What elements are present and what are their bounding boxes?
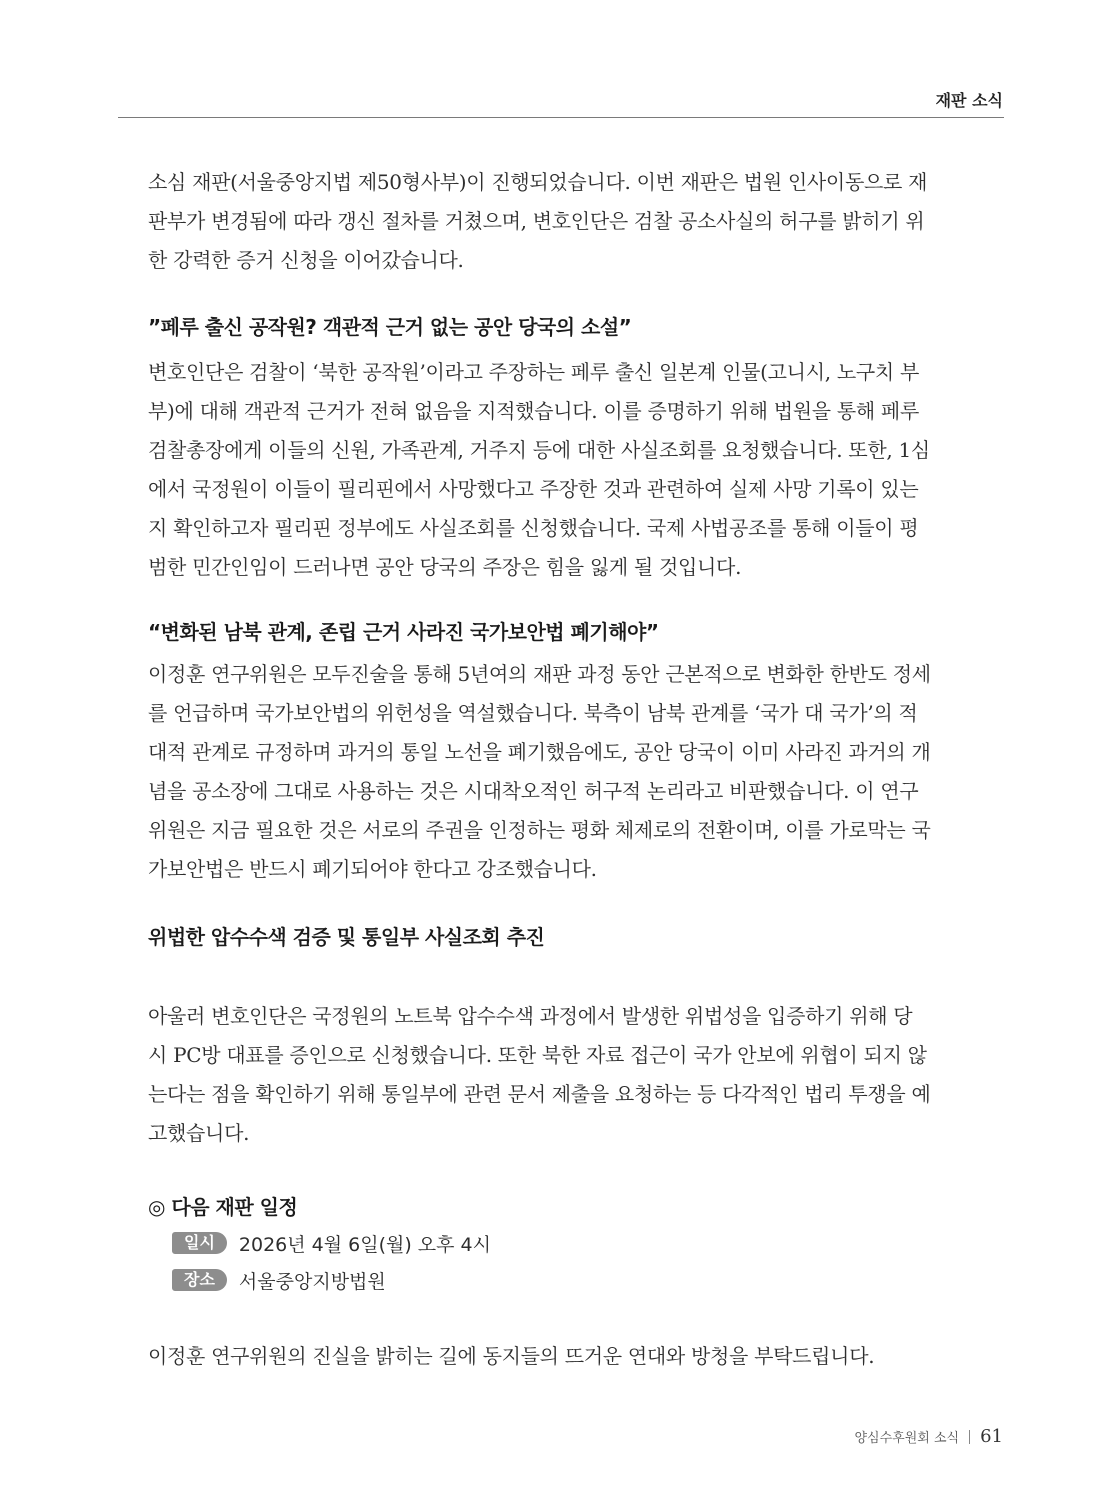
section3-paragraph bbox=[148, 997, 976, 1153]
section3-line: 아울러 변호인단은 국정원의 노트북 압수수색 과정에서 발생한 위법성을 입증하기 위해 당 bbox=[148, 1004, 913, 1028]
schedule-place-row bbox=[172, 1266, 386, 1294]
section3-line: 시 PC방 대표를 증인으로 신청했습니다. 또한 북한 자료 접근이 국가 안보에 위협이 되지 않 bbox=[148, 1043, 927, 1067]
page-number: 61 bbox=[980, 1426, 1003, 1447]
section2-line: 이정훈 연구위원은 모두진술을 통해 5년여의 재판 과정 동안 근본적으로 변화한 한반도 정세 bbox=[148, 662, 931, 686]
closing-paragraph bbox=[148, 1337, 976, 1376]
footer-divider bbox=[969, 1430, 970, 1444]
schedule-date-row bbox=[172, 1229, 491, 1257]
date-badge: 일시 bbox=[172, 1232, 227, 1254]
date-value: 2026년 4월 6일(월) 오후 4시 bbox=[238, 1233, 492, 1256]
section2-heading: “변화된 남북 관계, 존립 근거 사라진 국가보안법 폐기해야” bbox=[148, 620, 659, 644]
schedule-heading: ◎ 다음 재판 일정 bbox=[148, 1195, 298, 1219]
section1-line: 지 확인하고자 필리핀 정부에도 사실조회를 신청했습니다. 국제 사법공조를 통해 이들이 평 bbox=[148, 516, 919, 540]
section2-line: 위원은 지금 필요한 것은 서로의 주권을 인정하는 평화 체제로의 전환이며, 이를 가로막는 국 bbox=[148, 818, 931, 842]
section3-line: 고했습니다. bbox=[148, 1121, 250, 1145]
publication-name: 양심수후원회 소식 bbox=[854, 1431, 960, 1446]
section3-line: 는다는 점을 확인하기 위해 통일부에 관련 문서 제출을 요청하는 등 다각적인 법리 투쟁을 예 bbox=[148, 1082, 931, 1106]
place-value: 서울중앙지방법원 bbox=[238, 1270, 386, 1293]
section2-line: 념을 공소장에 그대로 사용하는 것은 시대착오적인 허구적 논리라고 비판했습니다. 이 연구 bbox=[148, 779, 919, 803]
section1-heading: ”페루 출신 공작원? 객관적 근거 없는 공안 당국의 소설” bbox=[148, 315, 632, 339]
intro-line: 소심 재판(서울중앙지법 제50형사부)이 진행되었습니다. 이번 재판은 법원 인사이동으로 재 bbox=[148, 170, 928, 194]
section1-line: 변호인단은 검찰이 ‘북한 공작원’이라고 주장하는 페루 출신 일본계 인물(고니시, 노구치 부 bbox=[148, 360, 919, 384]
place-badge: 장소 bbox=[172, 1269, 227, 1291]
section2-paragraph bbox=[148, 655, 976, 889]
section-label: 재판 소식 bbox=[935, 91, 1003, 110]
section3-heading: 위법한 압수수색 검증 및 통일부 사실조회 추진 bbox=[148, 925, 545, 949]
section1-paragraph bbox=[148, 353, 976, 587]
section1-line: 범한 민간인임이 드러나면 공안 당국의 주장은 힘을 잃게 될 것입니다. bbox=[148, 555, 742, 579]
header-divider bbox=[118, 117, 1004, 118]
section1-line: 검찰총장에게 이들의 신원, 가족관계, 거주지 등에 대한 사실조회를 요청했습니다. 또한, 1심 bbox=[148, 438, 930, 462]
section2-line: 대적 관계로 규정하며 과거의 통일 노선을 폐기했음에도, 공안 당국이 이미 사라진 과거의 개 bbox=[148, 740, 931, 764]
closing-line: 이정훈 연구위원의 진실을 밝히는 길에 동지들의 뜨거운 연대와 방청을 부탁드립니다. bbox=[148, 1344, 875, 1368]
section2-line: 가보안법은 반드시 폐기되어야 한다고 강조했습니다. bbox=[148, 857, 597, 881]
intro-paragraph bbox=[148, 163, 976, 280]
intro-line: 판부가 변경됨에 따라 갱신 절차를 거쳤으며, 변호인단은 검찰 공소사실의 허구를 밝히기 위 bbox=[148, 209, 925, 233]
section1-line: 부)에 대해 객관적 근거가 전혀 없음을 지적했습니다. 이를 증명하기 위해 법원을 통해 페루 bbox=[148, 399, 919, 423]
section2-line: 를 언급하며 국가보안법의 위헌성을 역설했습니다. 북측이 남북 관계를 ‘국가 대 국가’의 적 bbox=[148, 701, 918, 725]
page-footer bbox=[854, 1426, 1003, 1447]
intro-line: 한 강력한 증거 신청을 이어갔습니다. bbox=[148, 248, 464, 272]
section1-line: 에서 국정원이 이들이 필리핀에서 사망했다고 주장한 것과 관련하여 실제 사망 기록이 있는 bbox=[148, 477, 919, 501]
